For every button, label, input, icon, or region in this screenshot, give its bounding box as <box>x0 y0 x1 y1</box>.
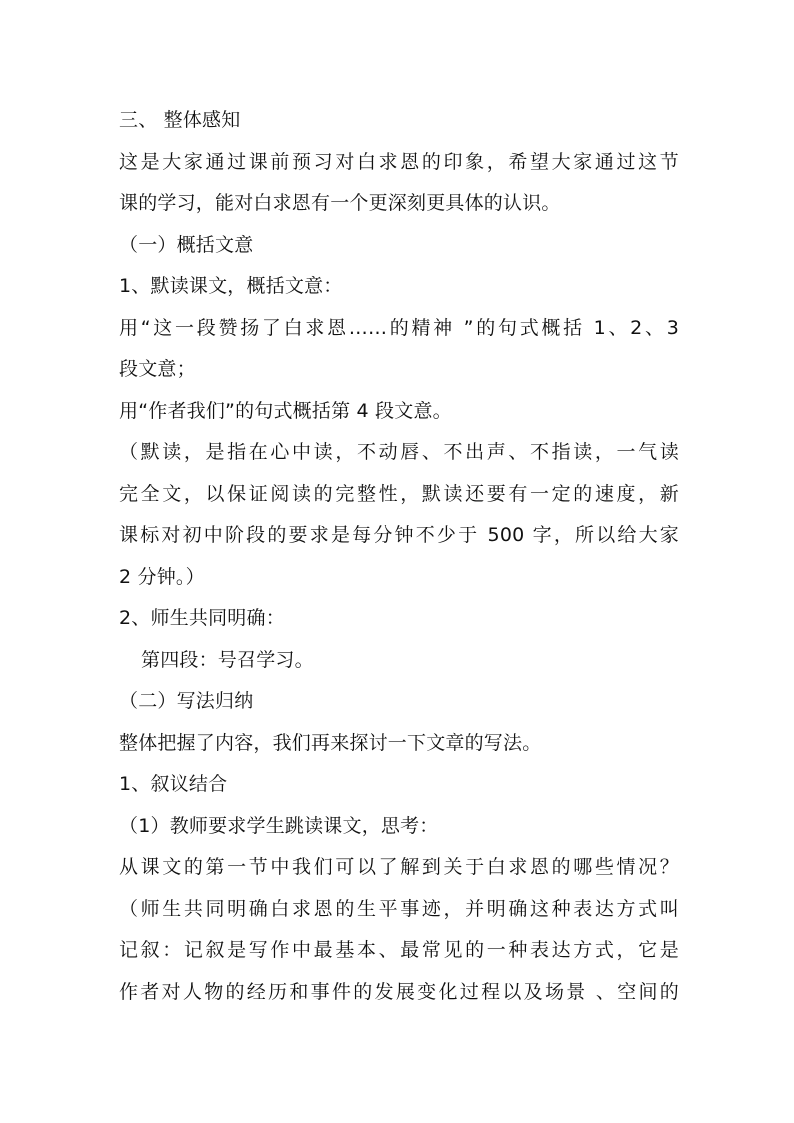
paragraph-line: （师生共同明确白求恩的生平事迹，并明确这种表达方式叫 <box>119 897 679 920</box>
paragraph-line: 用“这一段赞扬了白求恩……的精神 ”的句式概括 1、2、3 <box>119 316 679 339</box>
paragraph-line: 课的学习，能对白求恩有一个更深刻更具体的认识。 <box>119 192 561 214</box>
paragraph-line: 从课文的第一节中我们可以了解到关于白求恩的哪些情况？ <box>119 856 679 878</box>
paragraph-line: 第四段：号召学习。 <box>141 648 314 671</box>
list-item: （1）教师要求学生跳读课文，思考： <box>119 814 439 837</box>
subsection-heading: （二）写法归纳 <box>119 690 254 712</box>
list-item: 1、叙议结合 <box>119 773 228 795</box>
document-page <box>119 103 679 1016</box>
list-item: 1、默读课文，概括文意： <box>119 275 343 297</box>
paragraph-line: 2 分钟。） <box>119 565 205 588</box>
paragraph-line: 整体把握了内容，我们再来探讨一下文章的写法。 <box>119 731 542 754</box>
paragraph-line: （默读，是指在心中读，不动唇、不出声、不指读，一气读 <box>119 441 679 463</box>
section-heading: 三、 整体感知 <box>119 109 241 131</box>
list-item: 2、师生共同明确： <box>119 607 285 629</box>
paragraph-line: 段文意； <box>119 358 196 380</box>
paragraph-line: 课标对初中阶段的要求是每分钟不少于 500 字，所以给大家 <box>119 524 679 546</box>
paragraph-line: 这是大家通过课前预习对白求恩的印象，希望大家通过这节 <box>119 150 679 173</box>
paragraph-line: 完全文，以保证阅读的完整性，默读还要有一定的速度，新 <box>119 482 679 505</box>
paragraph-line: 作者对人物的经历和事件的发展变化过程以及场景 、空间的 <box>119 980 679 1003</box>
subsection-heading: （一）概括文意 <box>119 233 254 256</box>
paragraph-line: 记叙：记叙是写作中最基本、最常见的一种表达方式，它是 <box>119 939 679 961</box>
paragraph-line: 用“作者我们”的句式概括第 4 段文意。 <box>119 399 452 422</box>
